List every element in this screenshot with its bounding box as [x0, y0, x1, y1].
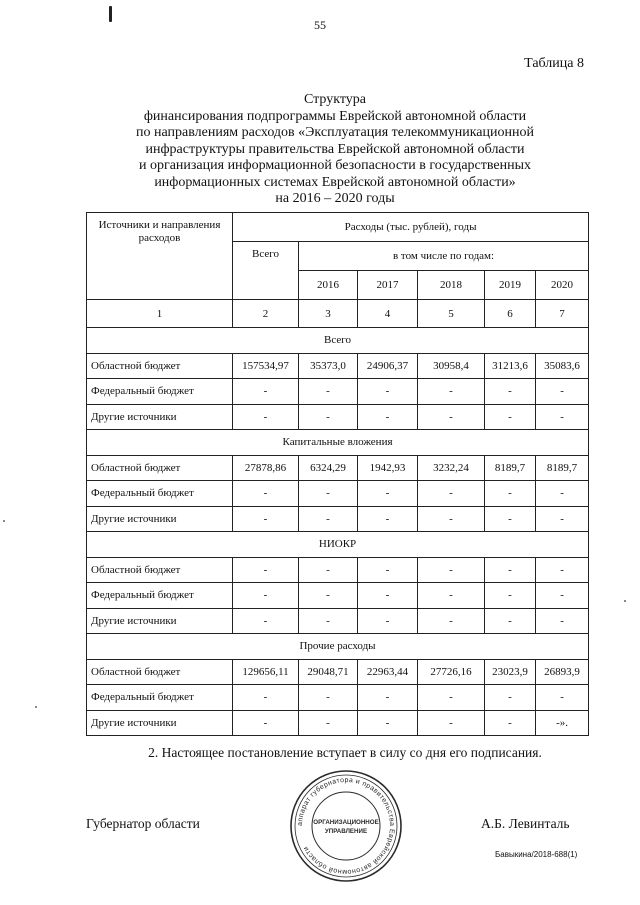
- value-cell: -: [358, 710, 418, 736]
- value-cell: -: [233, 404, 299, 430]
- official-seal: [288, 768, 404, 884]
- value-cell: 8189,7: [485, 455, 536, 481]
- value-cell: -: [485, 481, 536, 507]
- document-title: [0, 92, 640, 208]
- value-cell: -: [358, 685, 418, 711]
- scan-dot: [35, 706, 37, 708]
- value-cell: 1942,93: [358, 455, 418, 481]
- value-cell: -: [358, 557, 418, 583]
- table-row: [87, 659, 589, 685]
- row-label: Областной бюджет: [87, 659, 233, 685]
- header-year: 2017: [358, 271, 418, 300]
- seal-center-text: ОРГАНИЗАЦИОННОЕ: [313, 819, 379, 826]
- value-cell: 27878,86: [233, 455, 299, 481]
- decree-text: 2. Настоящее постановление вступает в силу со дня его подписания.: [148, 745, 542, 760]
- table-row: [87, 379, 589, 405]
- value-cell: -: [536, 583, 589, 609]
- value-cell: -: [233, 379, 299, 405]
- title-line: на 2016 – 2020 годы: [275, 191, 395, 206]
- value-cell: 35373,0: [299, 353, 358, 379]
- value-cell: -: [358, 608, 418, 634]
- title-line: по направлениям расходов «Эксплуатация телекоммуникационной: [136, 125, 534, 140]
- seal-center-text: УПРАВЛЕНИЕ: [324, 828, 368, 835]
- value-cell: -: [299, 404, 358, 430]
- table-label: Таблица 8: [524, 56, 584, 71]
- value-cell: -: [233, 710, 299, 736]
- row-label: Другие источники: [87, 608, 233, 634]
- seal-outer-ring: [291, 771, 401, 881]
- value-cell: -».: [536, 710, 589, 736]
- value-cell: -: [299, 608, 358, 634]
- value-cell: 27726,16: [418, 659, 485, 685]
- value-cell: -: [233, 685, 299, 711]
- value-cell: 3232,24: [418, 455, 485, 481]
- header-year: 2016: [299, 271, 358, 300]
- column-number: 3: [299, 300, 358, 328]
- financing-table: [86, 212, 589, 736]
- header-sources: Источники и направления расходов: [87, 213, 233, 300]
- value-cell: 22963,44: [358, 659, 418, 685]
- value-cell: -: [233, 608, 299, 634]
- value-cell: -: [485, 379, 536, 405]
- table-row: [87, 685, 589, 711]
- value-cell: -: [358, 404, 418, 430]
- value-cell: -: [233, 557, 299, 583]
- value-cell: -: [299, 710, 358, 736]
- value-cell: -: [299, 583, 358, 609]
- row-label: Областной бюджет: [87, 557, 233, 583]
- value-cell: -: [536, 685, 589, 711]
- header-total: Всего: [233, 242, 299, 300]
- value-cell: -: [418, 404, 485, 430]
- table-row: [87, 583, 589, 609]
- value-cell: 30958,4: [418, 353, 485, 379]
- value-cell: 6324,29: [299, 455, 358, 481]
- column-number: 5: [418, 300, 485, 328]
- section-title: Всего: [87, 328, 589, 354]
- table-row: [87, 481, 589, 507]
- column-number: 4: [358, 300, 418, 328]
- table-body: [87, 328, 589, 736]
- value-cell: -: [418, 608, 485, 634]
- value-cell: -: [485, 685, 536, 711]
- value-cell: -: [299, 379, 358, 405]
- value-cell: -: [418, 583, 485, 609]
- value-cell: -: [536, 481, 589, 507]
- table-row: [87, 353, 589, 379]
- value-cell: 8189,7: [536, 455, 589, 481]
- row-label: Федеральный бюджет: [87, 379, 233, 405]
- value-cell: 129656,11: [233, 659, 299, 685]
- value-cell: -: [299, 685, 358, 711]
- value-cell: -: [536, 404, 589, 430]
- title-line: информационных системах Еврейской автономной области»: [154, 174, 516, 190]
- value-cell: -: [485, 506, 536, 532]
- table-row: [87, 506, 589, 532]
- header-year: 2018: [418, 271, 485, 300]
- header-including: в том числе по годам:: [299, 242, 589, 271]
- value-cell: 157534,97: [233, 353, 299, 379]
- value-cell: -: [358, 583, 418, 609]
- value-cell: 23023,9: [485, 659, 536, 685]
- section-row: [87, 634, 589, 660]
- value-cell: 31213,6: [485, 353, 536, 379]
- value-cell: -: [485, 404, 536, 430]
- value-cell: -: [299, 506, 358, 532]
- row-label: Областной бюджет: [87, 455, 233, 481]
- value-cell: -: [485, 583, 536, 609]
- value-cell: -: [299, 557, 358, 583]
- value-cell: 26893,9: [536, 659, 589, 685]
- page-number: 55: [314, 18, 326, 32]
- row-label: Федеральный бюджет: [87, 685, 233, 711]
- value-cell: -: [418, 481, 485, 507]
- column-number: 2: [233, 300, 299, 328]
- seal-center-ring: [312, 792, 380, 860]
- header-year: 2019: [485, 271, 536, 300]
- title-line: финансирования подпрограммы Еврейской автономной области: [143, 108, 527, 124]
- table-header: [87, 213, 589, 328]
- table-row: [87, 557, 589, 583]
- column-number: 1: [87, 300, 233, 328]
- row-label: Федеральный бюджет: [87, 481, 233, 507]
- value-cell: -: [536, 608, 589, 634]
- row-label: Другие источники: [87, 506, 233, 532]
- value-cell: -: [233, 481, 299, 507]
- title-line: Структура: [303, 92, 367, 107]
- column-number: 7: [536, 300, 589, 328]
- table-row: [87, 404, 589, 430]
- value-cell: -: [299, 481, 358, 507]
- value-cell: -: [358, 481, 418, 507]
- section-row: [87, 532, 589, 558]
- value-cell: -: [418, 685, 485, 711]
- value-cell: -: [358, 506, 418, 532]
- value-cell: -: [536, 506, 589, 532]
- section-title: НИОКР: [87, 532, 589, 558]
- row-label: Областной бюджет: [87, 353, 233, 379]
- column-number: 6: [485, 300, 536, 328]
- seal-ring-text: аппарат губернатора и правительства Еврейской автономной области: [296, 776, 396, 876]
- value-cell: -: [418, 710, 485, 736]
- scan-dot: [624, 600, 626, 602]
- row-label: Федеральный бюджет: [87, 583, 233, 609]
- value-cell: -: [418, 506, 485, 532]
- value-cell: -: [418, 557, 485, 583]
- value-cell: 24906,37: [358, 353, 418, 379]
- table-row: [87, 455, 589, 481]
- section-row: [87, 430, 589, 456]
- section-title: Капитальные вложения: [87, 430, 589, 456]
- title-line: инфраструктуры правительства Еврейской автономной области: [145, 141, 525, 157]
- seal-inner-ring: [295, 775, 397, 877]
- header-year: 2020: [536, 271, 589, 300]
- value-cell: -: [536, 379, 589, 405]
- title-line: и организация информационной безопасности в государственных: [138, 158, 532, 173]
- section-row: [87, 328, 589, 354]
- row-label: Другие источники: [87, 710, 233, 736]
- value-cell: -: [485, 710, 536, 736]
- value-cell: -: [485, 608, 536, 634]
- document-reference: Бавыкина/2018-688(1): [495, 850, 578, 859]
- governor-name: А.Б. Левинталь: [481, 816, 570, 831]
- value-cell: 29048,71: [299, 659, 358, 685]
- value-cell: -: [536, 557, 589, 583]
- value-cell: -: [418, 379, 485, 405]
- value-cell: -: [233, 506, 299, 532]
- scan-dot: [3, 520, 5, 522]
- section-title: Прочие расходы: [87, 634, 589, 660]
- governor-title: Губернатор области: [86, 816, 200, 831]
- table-row: [87, 608, 589, 634]
- row-label: Другие источники: [87, 404, 233, 430]
- value-cell: 35083,6: [536, 353, 589, 379]
- table-row: [87, 710, 589, 736]
- value-cell: -: [233, 583, 299, 609]
- header-expenses: Расходы (тыс. рублей), годы: [233, 213, 589, 242]
- value-cell: -: [485, 557, 536, 583]
- value-cell: -: [358, 379, 418, 405]
